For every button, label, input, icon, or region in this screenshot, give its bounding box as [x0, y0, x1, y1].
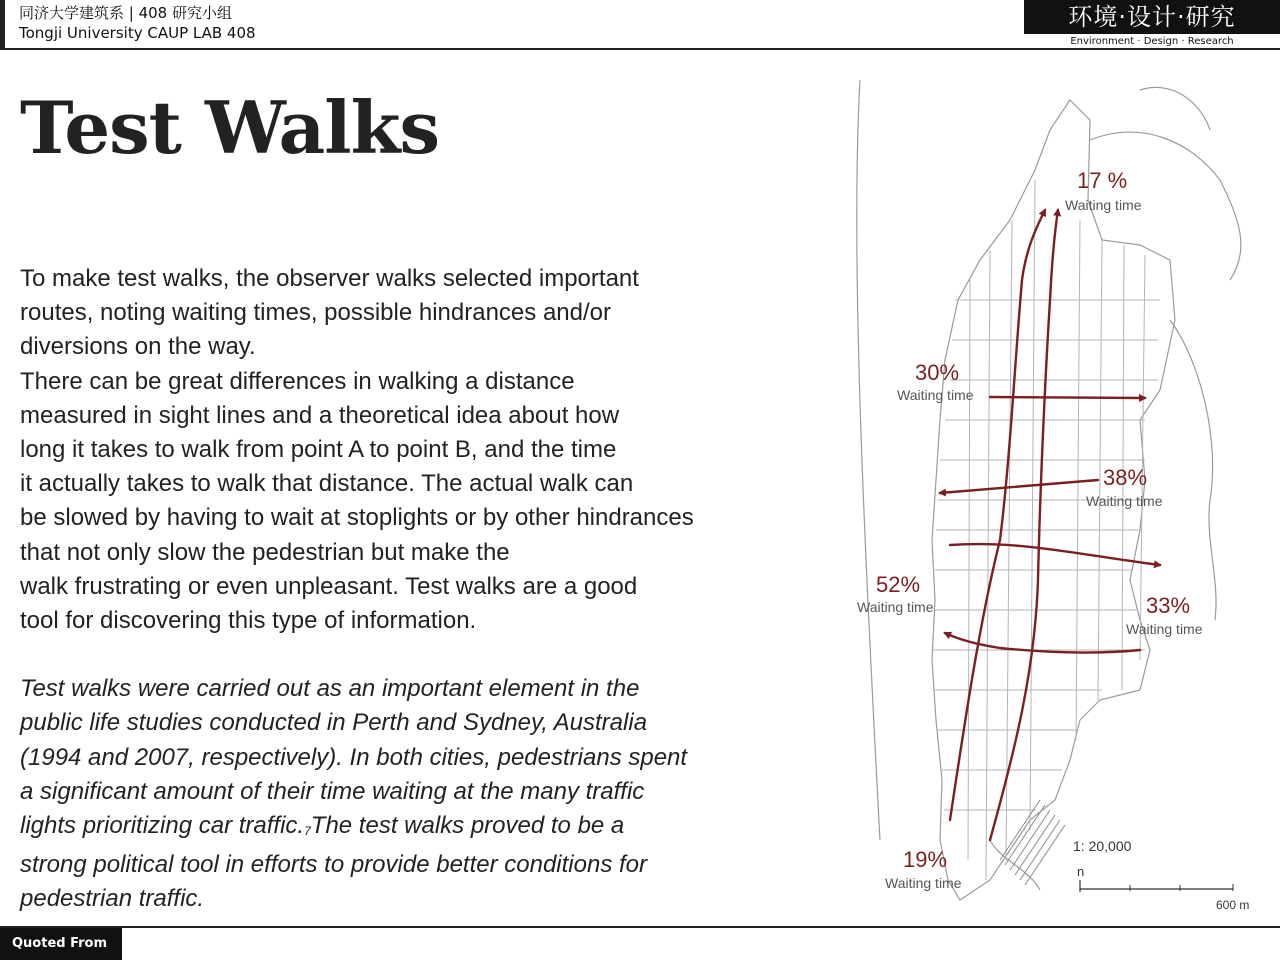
north-indicator: n [1077, 864, 1085, 879]
waiting-percent-17: 17 % [1077, 168, 1128, 193]
body-paragraph-1 [20, 262, 800, 638]
waiting-caption-52: Waiting time [857, 599, 934, 615]
text-line: tool for discovering this type of information. [20, 607, 477, 635]
route-east-west-38 [940, 480, 1098, 493]
route-north-south-2 [990, 210, 1058, 840]
text-line: routes, noting waiting times, possible hindrances and/or [20, 299, 611, 327]
text-line: public life studies conducted in Perth and Sydney, Australia [20, 709, 648, 737]
page-title: Test Walks [20, 85, 440, 170]
text-line: walk frustrating or even unpleasant. Test walks are a good [20, 572, 638, 600]
text-line: long it takes to walk from point A to point B, and the time [20, 436, 617, 464]
text-line: measured in sight lines and a theoretical idea about how [20, 401, 620, 429]
text-line: (1994 and 2007, respectively). In both cities, pedestrians spent [20, 743, 688, 771]
org-name-chinese: 同济大学建筑系 | 408 研究小组 [19, 4, 232, 22]
header-accent-bar [0, 0, 5, 50]
scale-ratio: 1: 20,000 [1073, 838, 1132, 854]
route-east-west-52 [950, 544, 1160, 565]
waiting-caption-33: Waiting time [1126, 621, 1203, 637]
waiting-percent-30: 30% [915, 360, 960, 385]
footnote-marker: 7 [304, 824, 311, 839]
text-line: To make test walks, the observer walks selected important [20, 265, 639, 292]
brand-logo [1024, 0, 1280, 48]
brand-title-chinese: 环境·设计·研究 [1068, 3, 1236, 31]
text-line: it actually takes to walk that distance. The actual walk can [20, 470, 634, 498]
waiting-caption-30: Waiting time [897, 387, 974, 403]
waiting-percent-33: 33% [1146, 593, 1191, 618]
brand-title-english: Environment · Design · Research [1070, 36, 1234, 47]
footer-divider [0, 926, 1280, 928]
text-segment: lights prioritizing car traffic. [20, 812, 305, 840]
map-scale [1073, 838, 1249, 912]
header-divider [0, 48, 1280, 50]
text-line: that not only slow the pedestrian but make the [20, 538, 510, 566]
text-line: There can be great differences in walking a distance [20, 367, 575, 395]
waiting-caption-17: Waiting time [1065, 197, 1142, 213]
text-line: be slowed by having to wait at stoplights or by other hindrances [20, 504, 694, 532]
text-line: Test walks were carried out as an important element in the [20, 675, 640, 703]
city-outline [857, 80, 1241, 900]
test-walk-routes [940, 210, 1160, 840]
text-line: diversions on the way. [20, 333, 256, 361]
waiting-caption-19: Waiting time [885, 875, 962, 891]
scale-distance: 600 m [1216, 898, 1250, 912]
test-walks-route-map [840, 60, 1270, 920]
waiting-percent-38: 38% [1103, 465, 1148, 490]
body-paragraph-2 [20, 672, 800, 916]
text-line: strong political tool in efforts to provide better conditions for [20, 851, 647, 879]
body-text [20, 262, 800, 917]
slide-header [0, 0, 1280, 50]
route-east-west-30 [990, 397, 1145, 398]
railway-lines [1000, 800, 1065, 885]
waiting-percent-19: 19% [903, 847, 948, 872]
text-line: a significant amount of their time waiting at the many traffic [20, 777, 645, 805]
street-grid [933, 180, 1160, 880]
text-line-with-footnote [20, 809, 800, 848]
source-tag: Quoted From [0, 928, 122, 960]
waiting-percent-52: 52% [876, 572, 921, 597]
waiting-caption-38: Waiting time [1086, 493, 1163, 509]
org-name-english: Tongji University CAUP LAB 408 [19, 24, 256, 42]
text-line: pedestrian traffic. [20, 885, 205, 913]
text-segment: The test walks proved to be a [310, 812, 625, 840]
paragraph-gap [20, 638, 800, 672]
